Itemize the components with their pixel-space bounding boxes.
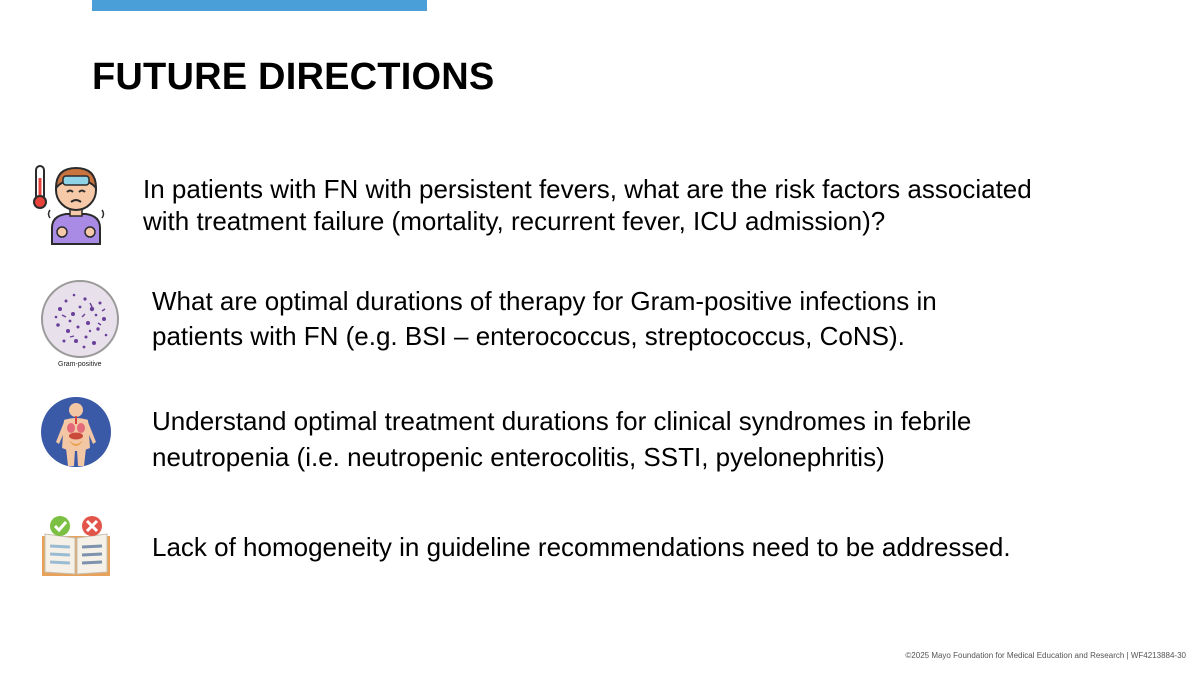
list-item-persistent-fevers bbox=[0, 150, 1200, 250]
item-text-line: with treatment failure (mortality, recurrent fever, ICU admission)? bbox=[143, 206, 886, 236]
item-text-line: neutropenia (i.e. neutropenic enterocolitis, SSTI, pyelonephritis) bbox=[152, 442, 885, 472]
slide-title: FUTURE DIRECTIONS bbox=[92, 56, 495, 98]
top-accent-bar bbox=[92, 0, 427, 11]
list-item-guideline-homogeneity bbox=[0, 508, 1200, 588]
human-anatomy-icon bbox=[40, 396, 112, 468]
gram-positive-bacteria-icon bbox=[40, 279, 120, 359]
guideline-book-check-cross-icon bbox=[40, 514, 112, 580]
gram-positive-label: Gram-positive bbox=[58, 361, 102, 368]
list-item-clinical-syndromes bbox=[0, 390, 1200, 480]
sick-patient-thermometer-icon bbox=[30, 158, 112, 246]
copyright-footer: ©2025 Mayo Foundation for Medical Education and Research | WF4213884-30 bbox=[905, 651, 1186, 660]
item-text-line: What are optimal durations of therapy for Gram-positive infections in bbox=[152, 286, 937, 316]
item-text-line: In patients with FN with persistent fevers, what are the risk factors associated bbox=[143, 174, 1032, 204]
item-text-line: Lack of homogeneity in guideline recommendations need to be addressed. bbox=[152, 532, 1011, 562]
item-text-line: Understand optimal treatment durations for clinical syndromes in febrile bbox=[152, 406, 972, 436]
list-item-gram-positive bbox=[0, 275, 1200, 375]
item-text-line: patients with FN (e.g. BSI – enterococcus, streptococcus, CoNS). bbox=[152, 321, 905, 351]
